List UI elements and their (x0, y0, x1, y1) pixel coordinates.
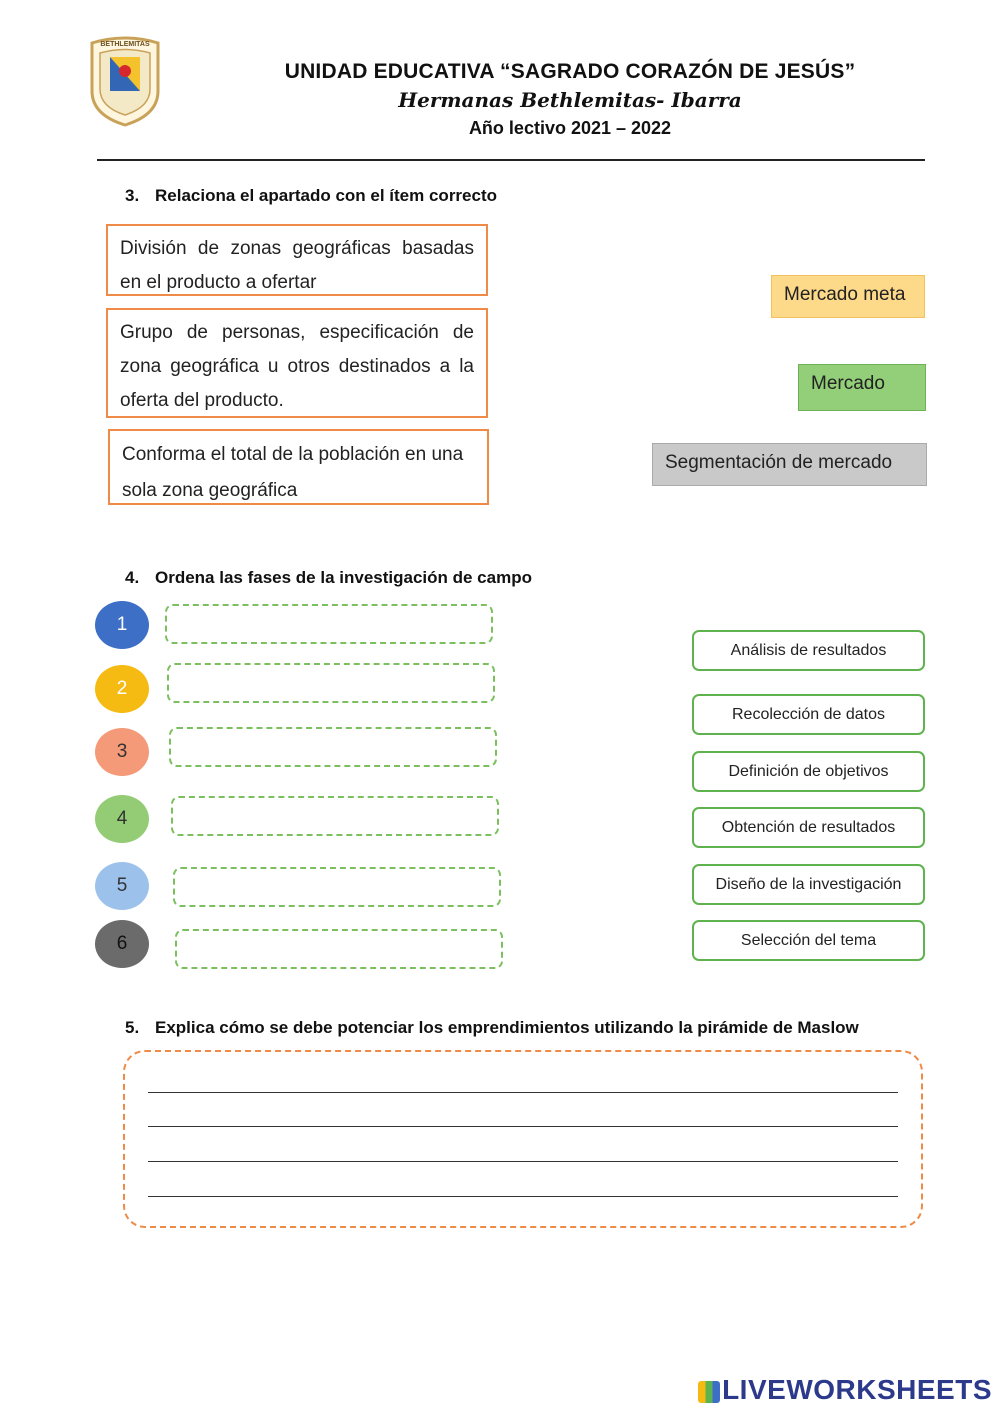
liveworksheets-icon (698, 1381, 720, 1403)
term-segmentacion[interactable]: Segmentación de mercado (652, 443, 927, 486)
phase-recoleccion[interactable]: Recolección de datos (692, 694, 925, 735)
step-circle-4: 4 (95, 795, 149, 843)
definition-box-2[interactable]: Grupo de personas, especificación de zona geográfica u otros destinados a la oferta del producto. (106, 308, 488, 418)
phase-definicion[interactable]: Definición de objetivos (692, 751, 925, 792)
question-3-prompt (125, 186, 497, 206)
answer-slot-3[interactable] (169, 727, 497, 767)
question-4-text: Ordena las fases de la investigación de campo (155, 568, 532, 587)
step-circle-6: 6 (95, 920, 149, 968)
liveworksheets-logo (698, 1374, 992, 1406)
school-year: Año lectivo 2021 – 2022 (468, 118, 672, 138)
step-circle-1: 1 (95, 601, 149, 649)
school-subtitle: Hermanas Bethlemitas- Ibarra (398, 88, 742, 112)
question-5-text: Explica cómo se debe potenciar los emprendimientos utilizando la pirámide de Maslow (155, 1018, 859, 1037)
answer-line-4[interactable] (148, 1196, 898, 1197)
header-divider (97, 159, 925, 161)
answer-line-3[interactable] (148, 1161, 898, 1162)
logo-text: BETHLEMITAS (100, 41, 150, 48)
term-mercado[interactable]: Mercado (798, 364, 926, 411)
question-3-text: Relaciona el apartado con el ítem correcto (155, 186, 498, 205)
question-4-number: 4. (125, 568, 140, 587)
step-circle-3: 3 (95, 728, 149, 776)
question-4-prompt (125, 568, 532, 588)
answer-slot-1[interactable] (165, 604, 493, 644)
definition-box-1[interactable]: División de zonas geográficas basadas en el producto a ofertar (106, 224, 488, 296)
question-5-number: 5. (125, 1018, 140, 1037)
step-circle-5: 5 (95, 862, 149, 910)
definition-box-3[interactable]: Conforma el total de la población en una sola zona geográfica (108, 429, 489, 505)
answer-area[interactable] (123, 1050, 923, 1228)
answer-slot-5[interactable] (173, 867, 501, 907)
question-3-number: 3. (125, 186, 140, 205)
school-name: UNIDAD EDUCATIVA “SAGRADO CORAZÓN DE JESÚS” (284, 60, 856, 83)
phase-analisis[interactable]: Análisis de resultados (692, 630, 925, 671)
phase-diseno[interactable]: Diseño de la investigación (692, 864, 925, 905)
phase-seleccion[interactable]: Selección del tema (692, 920, 925, 961)
answer-slot-4[interactable] (171, 796, 499, 836)
answer-slot-6[interactable] (175, 929, 503, 969)
footer-brand: LIVEWORKSHEETS (722, 1374, 992, 1405)
step-circle-2: 2 (95, 665, 149, 713)
term-mercado-meta[interactable]: Mercado meta (771, 275, 925, 318)
phase-obtencion[interactable]: Obtención de resultados (692, 807, 925, 848)
answer-slot-2[interactable] (167, 663, 495, 703)
answer-line-2[interactable] (148, 1126, 898, 1127)
question-5-prompt (125, 1018, 859, 1038)
answer-line-1[interactable] (148, 1092, 898, 1093)
